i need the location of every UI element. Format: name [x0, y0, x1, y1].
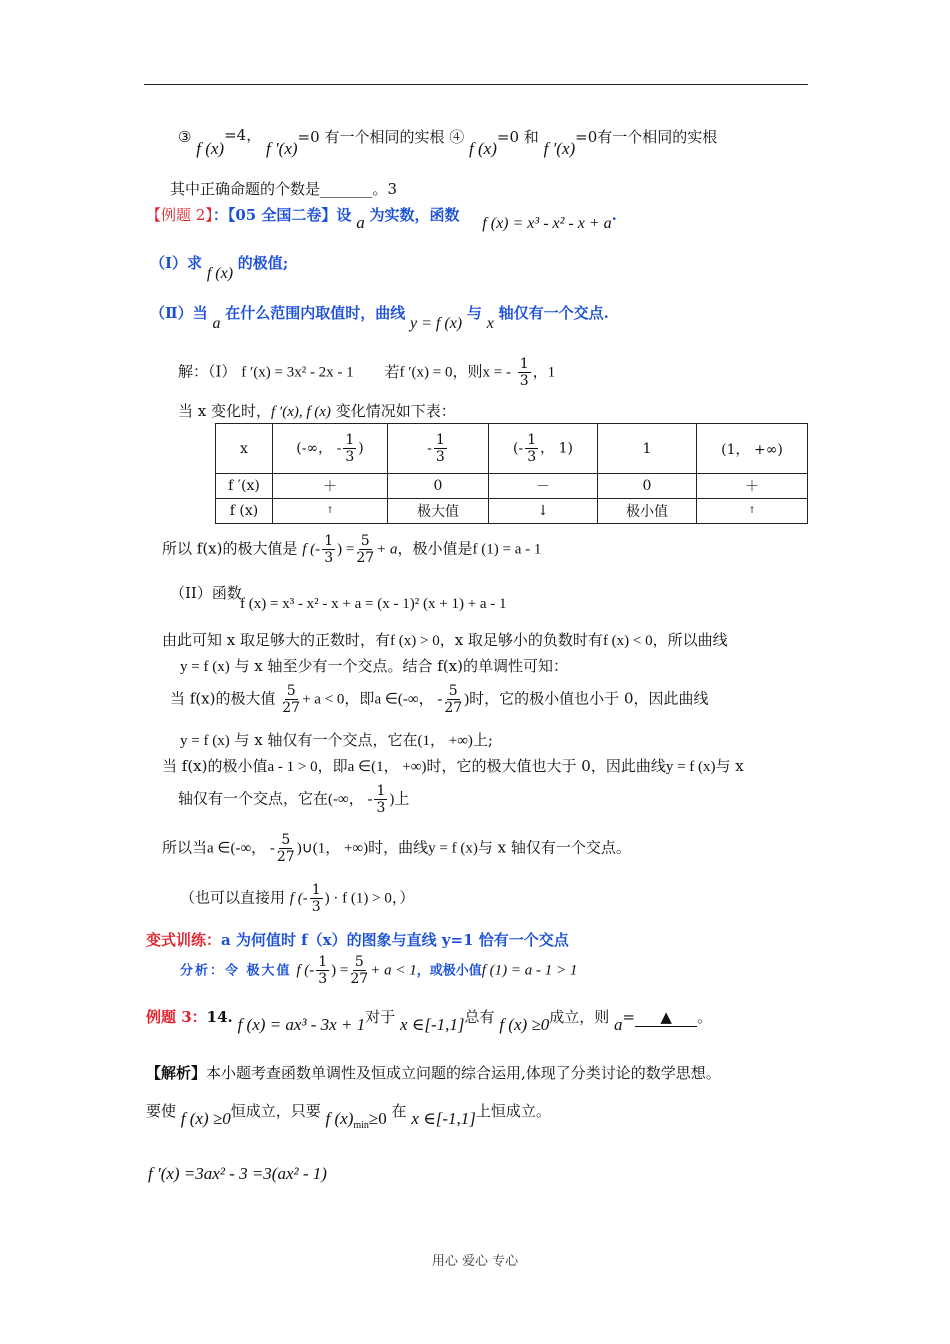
- question-text: 的极值;: [237, 254, 289, 272]
- part-2-label: [170, 582, 242, 603]
- fraction-one-third: [518, 356, 531, 389]
- table-cell: －: [489, 474, 598, 499]
- minus-sign: -: [427, 440, 432, 457]
- text: ，或极小值: [416, 963, 482, 979]
- part-2-expression: [240, 594, 507, 613]
- fraction: [282, 683, 300, 716]
- page-footer: 用心 爱心 专心: [431, 1254, 519, 1269]
- math: ≥0: [368, 1109, 387, 1128]
- math-a: a: [614, 1015, 623, 1034]
- text: 与 x 轴仅有一个交点。: [477, 838, 631, 857]
- alternative-note: [180, 882, 414, 915]
- math-function: f (x) = x³ - x² - x + a: [482, 215, 612, 232]
- text: 与 x 轴至少有一个交点。结合 f(x)的单调性可知：: [234, 657, 568, 675]
- denominator: 3: [376, 800, 386, 817]
- text: 恒成立，只要: [230, 1102, 321, 1120]
- text: 时，它的极小值也小于 0，因此曲线: [469, 689, 709, 708]
- text-same-root: 有一个相同的实根: [324, 128, 445, 146]
- math-condition: f (x) ≥0: [499, 1015, 550, 1034]
- fraction: [444, 683, 462, 716]
- question-text: 轴仅有一个交点.: [498, 304, 609, 322]
- math: f (x) > 0: [390, 633, 440, 649]
- question-text: 与: [466, 304, 482, 322]
- row-label-f: f (x): [216, 499, 273, 524]
- math-derivative: f ′(x) = 3x² - 2x - 1: [241, 364, 354, 381]
- text: 时，它的极大值也大于 0，因此曲线: [426, 757, 666, 775]
- solution-line-1: [178, 356, 555, 389]
- math-derivative: f ′(x) =3ax² - 3 =3(ax² - 1): [148, 1164, 327, 1183]
- text: 当 f(x)的极大值: [170, 689, 276, 708]
- fraction: [310, 882, 323, 915]
- interval-text: (-: [513, 440, 524, 457]
- math: y = f (x): [428, 840, 478, 857]
- table-row: [216, 474, 808, 499]
- denominator: 3: [311, 899, 321, 916]
- fraction: [343, 432, 356, 465]
- math-curve: y = f (x): [410, 315, 463, 332]
- numerator: 5: [354, 954, 364, 970]
- interval-text: ， 1): [540, 440, 573, 457]
- text: 当 f(x)的极小值: [162, 757, 268, 775]
- numerator: 5: [281, 832, 291, 848]
- text: ，x 取足够小的负数时有: [439, 631, 603, 649]
- text: 与 x: [715, 757, 744, 775]
- math: )∪(1， +∞): [296, 840, 369, 857]
- example-tag: 例题 3：: [146, 1008, 207, 1026]
- denominator: 3: [435, 449, 445, 465]
- denominator: 3: [527, 449, 537, 465]
- cell-interval-2: [489, 424, 598, 474]
- count-question: [170, 178, 397, 199]
- reasoning-line-4: [180, 729, 493, 750]
- math-functions: f ′(x), f (x): [271, 404, 331, 420]
- math: y = f (x): [180, 659, 230, 675]
- table-row: [216, 499, 808, 524]
- text: 要使: [146, 1102, 177, 1120]
- text: =: [622, 1008, 636, 1026]
- problem-number: 14.: [206, 1008, 233, 1026]
- answer-value: 。3: [372, 180, 398, 198]
- variation-tag: 变式训练：: [146, 931, 222, 949]
- math-a: a: [212, 315, 221, 332]
- period: .: [611, 206, 617, 224]
- numerator: 1: [376, 783, 386, 799]
- table-cell: ↑: [273, 499, 388, 524]
- reasoning-line-3: [170, 683, 709, 716]
- math: f (-: [289, 890, 308, 907]
- analysis-label: 分析：令 极大值: [180, 963, 292, 979]
- text: ，所以曲线: [652, 631, 728, 649]
- text: 时，曲线: [368, 838, 429, 857]
- math-root: ，1: [532, 364, 556, 381]
- numerator: 1: [311, 882, 321, 898]
- analysis-heading: [146, 1062, 721, 1083]
- numerator: 5: [286, 683, 296, 699]
- math-min-value: f (1) = a - 1: [472, 541, 542, 558]
- example-text: 为实数，函数: [369, 206, 460, 224]
- math-fx: f (x): [469, 139, 497, 158]
- math-function: f (x) = ax³ - 3x + 1: [237, 1015, 366, 1034]
- math: a ∈(1， +∞): [347, 759, 427, 775]
- math-domain: x ∈[-1,1]: [400, 1015, 465, 1034]
- text-eq4: =4，: [224, 126, 262, 144]
- denominator: 3: [519, 373, 529, 390]
- answer-blank: _______: [320, 180, 373, 198]
- math: a - 1 > 0: [267, 759, 318, 775]
- text: 轴仅有一个交点，它在: [178, 789, 329, 808]
- text-when: 当 x 变化时，: [178, 402, 271, 420]
- example-tag: 【例题 2】: [146, 206, 213, 224]
- denominator: 27: [350, 971, 369, 988]
- math-fprime: f ′(x): [265, 139, 298, 158]
- text: 对于: [365, 1008, 396, 1026]
- math-fx: f (x): [206, 265, 234, 282]
- math-eq: ) =: [337, 541, 355, 558]
- text: 总有: [464, 1008, 495, 1026]
- fraction: [316, 954, 329, 987]
- math-subscript: min: [353, 1120, 369, 1131]
- denominator: 3: [345, 449, 355, 465]
- math: ): [389, 791, 395, 808]
- text: （也可以直接用: [180, 888, 286, 907]
- numerator: 5: [360, 533, 370, 549]
- math-a: a: [356, 213, 365, 232]
- fraction: [525, 432, 538, 465]
- colon: ：: [212, 206, 228, 224]
- text-and: 和: [523, 128, 539, 146]
- table-cell: 极大值: [388, 499, 489, 524]
- numerator: 1: [345, 431, 355, 448]
- math: + a < 1: [370, 962, 417, 979]
- numerator: 1: [318, 954, 328, 970]
- question-2: [150, 302, 609, 332]
- reasoning-line-1: [162, 629, 728, 650]
- table-cell: 极小值: [598, 499, 697, 524]
- table-cell: ↑: [697, 499, 808, 524]
- table-cell: ＋: [697, 474, 808, 499]
- text-table-intro: 变化情况如下表：: [335, 402, 456, 420]
- text: 上恒成立。: [475, 1102, 551, 1120]
- denominator: 27: [444, 700, 463, 717]
- fraction: [356, 533, 374, 566]
- fraction: [350, 954, 368, 987]
- math: f (-: [296, 962, 315, 979]
- conclusion-line: [162, 832, 631, 865]
- math: ) · f (1) > 0: [324, 890, 392, 907]
- cell-interval-3: (1， +∞): [697, 424, 808, 474]
- variation-table: [215, 423, 808, 524]
- math: a ∈(-∞， -: [207, 840, 275, 857]
- math: ) =: [331, 962, 349, 979]
- math-x-eq: x = -: [482, 364, 511, 381]
- question-1: [150, 252, 289, 282]
- numerator: 5: [448, 683, 458, 699]
- analysis-line-2: [146, 1100, 551, 1131]
- fraction: [434, 432, 447, 465]
- variation-text: a 为何值时 f（x）的图象与直线 y=1 恰有一个交点: [221, 931, 569, 949]
- text: ，）: [391, 888, 415, 907]
- variation-exercise: [146, 929, 569, 950]
- header-x: x: [216, 424, 273, 474]
- text-max-is: 所以 f(x)的极大值是: [162, 539, 298, 558]
- result-extremes: [162, 533, 541, 566]
- math-plus-a: + a: [376, 541, 398, 558]
- math: y = f (x): [665, 759, 716, 775]
- text-eq0: =0: [496, 128, 520, 146]
- text: 在: [391, 1102, 407, 1120]
- math-x: x: [486, 315, 494, 332]
- text: 与 x 轴仅有一个交点，它在: [234, 731, 418, 749]
- reasoning-line-6: [178, 783, 409, 816]
- denominator: 27: [282, 700, 301, 717]
- statement-3-4: [178, 126, 718, 158]
- row-label-fprime: f ′(x): [216, 474, 273, 499]
- item-number-3: ③: [178, 128, 192, 146]
- text: 所以当: [162, 838, 208, 857]
- question-text: 在什么范围内取值时，曲线: [225, 304, 406, 322]
- table-cell: 0: [388, 474, 489, 499]
- math: ): [464, 691, 470, 708]
- math: f (x): [325, 1109, 354, 1128]
- solution-line-2: [178, 400, 456, 421]
- numerator: 1: [527, 431, 537, 448]
- item-number-4: ④: [449, 128, 465, 146]
- text: 上;: [472, 731, 493, 749]
- example-3: [146, 1006, 713, 1034]
- math: (-∞， -: [328, 791, 373, 808]
- math: a ∈(-∞， -: [374, 691, 443, 708]
- denominator: 3: [318, 971, 328, 988]
- math-factorization: f (x) = x³ - x² - x + a = (x - 1)² (x + 1) + a - 1: [240, 596, 507, 612]
- question-label: （Ⅰ）求: [150, 254, 203, 272]
- analysis-text: 本小题考查函数单调性及恒成立问题的综合运用,体现了分类讨论的数学思想。: [206, 1064, 721, 1082]
- numerator: 1: [519, 356, 529, 372]
- interval-text: (-∞， -: [296, 440, 342, 457]
- math-f: f (-: [302, 541, 321, 558]
- text-eq0: =0: [575, 128, 598, 146]
- denominator: 27: [276, 849, 295, 866]
- math: f (x) ≥0: [180, 1109, 231, 1128]
- math: + a < 0: [302, 691, 345, 708]
- text-if: 若: [384, 362, 400, 381]
- numerator: 1: [324, 533, 334, 549]
- fraction: [374, 783, 387, 816]
- math-condition: f ′(x) = 0: [399, 364, 453, 381]
- header-rule: [144, 84, 808, 85]
- math: f (x) < 0: [602, 633, 653, 649]
- math-fx: f (x): [196, 139, 225, 158]
- fraction: [277, 832, 295, 865]
- text: 成立，则: [549, 1008, 610, 1026]
- text: 。: [697, 1008, 713, 1026]
- denominator: 3: [324, 550, 334, 567]
- math: f (1) = a - 1 > 1: [481, 962, 578, 979]
- text-eq0: =0: [297, 128, 320, 146]
- text: ，即: [344, 689, 375, 708]
- text: 上: [394, 789, 410, 808]
- cell-interval-1: [273, 424, 388, 474]
- numerator: 1: [435, 431, 445, 448]
- text: ，即: [317, 757, 348, 775]
- answer-blank: ▲: [635, 1008, 697, 1027]
- interval-text: ): [358, 440, 364, 457]
- example-2-heading: [146, 204, 617, 232]
- analysis-line-3: [148, 1164, 327, 1184]
- analysis-tag: 【解析】: [146, 1064, 207, 1082]
- question-text: 其中正确命题的个数是: [170, 180, 321, 198]
- math-fprime: f ′(x): [543, 139, 576, 158]
- table-cell: ＋: [273, 474, 388, 499]
- fraction: [322, 533, 335, 566]
- text-part2: （II）函数: [170, 584, 242, 602]
- example-source: 【05 全国二卷】设: [227, 206, 352, 224]
- solution-label: 解：（I）: [178, 362, 237, 381]
- math: y = f (x): [180, 733, 230, 749]
- denominator: 27: [356, 550, 375, 567]
- cell-point-2: 1: [598, 424, 697, 474]
- cell-point-1: [388, 424, 489, 474]
- table-cell: ↓: [489, 499, 598, 524]
- text: 由此可知 x 取足够大的正数时，有: [162, 631, 390, 649]
- variation-analysis: [180, 954, 577, 987]
- reasoning-line-2: [180, 655, 568, 676]
- math: x ∈[-1,1]: [411, 1109, 476, 1128]
- reasoning-line-5: [162, 755, 744, 776]
- table-cell: 0: [598, 474, 697, 499]
- text-same-root: 有一个相同的实根: [597, 128, 718, 146]
- math: (1， +∞): [417, 733, 473, 749]
- text-min-is: ，极小值是: [397, 539, 473, 558]
- table-row: [216, 424, 808, 474]
- text-then: ，则: [452, 362, 483, 381]
- question-label: （Ⅱ）当: [150, 304, 208, 322]
